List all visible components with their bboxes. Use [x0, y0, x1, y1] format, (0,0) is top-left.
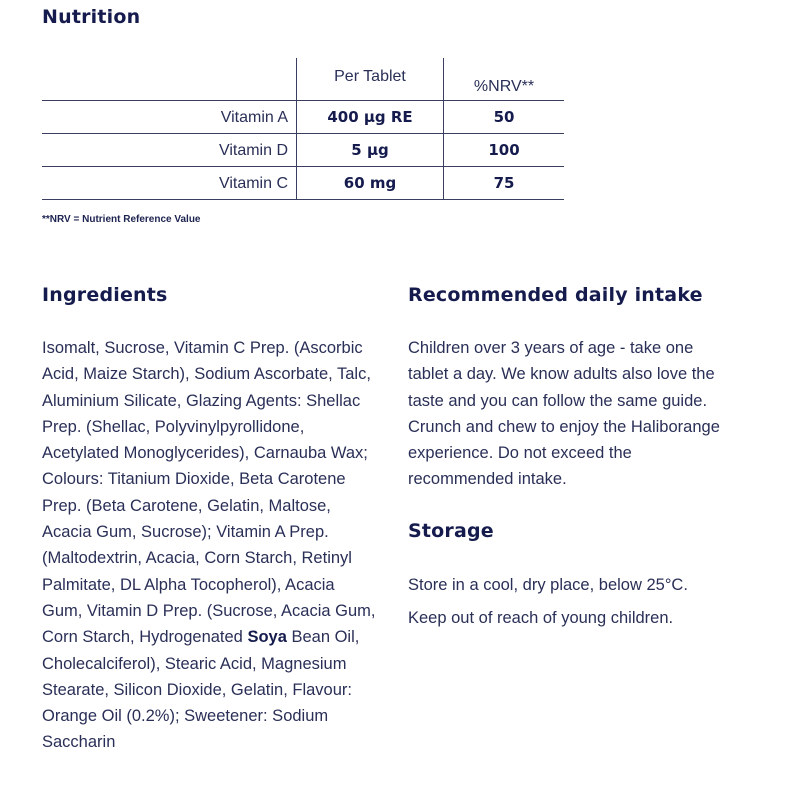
ingredients-line: Stearate, Silicon Dioxide, Gelatin, Flavour:	[42, 680, 352, 699]
ingredients-line: Prep. (Beta Carotene, Gelatin, Maltose,	[42, 496, 331, 515]
ingredients-line: Gum, Vitamin D Prep. (Sucrose, Acacia Gum,	[42, 601, 376, 620]
recommended-line: experience. Do not exceed the	[408, 444, 632, 463]
ingredients-line: (Maltodextrin, Acacia, Corn Starch, Retinyl	[42, 549, 352, 568]
nutrient-amount: 5 µg	[351, 141, 389, 159]
table-row	[42, 134, 564, 167]
nutrient-amount: 60 mg	[343, 174, 397, 192]
allergen-soya: Soya	[247, 628, 287, 647]
ingredients-line: Acetylated Monoglycerides), Carnauba Wax;	[42, 444, 368, 463]
nutrient-name: Vitamin D	[218, 142, 288, 159]
ingredients-line: Palmitate, DL Alpha Tocopherol), Acacia	[42, 575, 335, 594]
recommended-line: taste and you can follow the same guide.	[408, 391, 708, 410]
ingredients-line: Acid, Maize Starch), Sodium Ascorbate, Talc,	[42, 365, 371, 384]
nutrient-name: Vitamin C	[218, 175, 288, 192]
recommended-line: Children over 3 years of age - take one	[408, 339, 694, 357]
ingredients-line: Prep. (Shellac, Polyvinylpyrollidone,	[42, 417, 305, 436]
nutrient-nrv: 75	[493, 174, 515, 192]
ingredients-line: Cholecalciferol), Stearic Acid, Magnesium	[42, 654, 347, 673]
column-header-per-tablet: Per Tablet	[334, 68, 406, 85]
ingredients-line: Isomalt, Sucrose, Vitamin C Prep. (Ascorbic	[42, 339, 363, 357]
ingredients-line: Acacia Gum, Sucrose); Vitamin A Prep.	[42, 523, 329, 542]
recommended-intake-text	[408, 335, 768, 493]
ingredients-line-soya	[42, 624, 392, 650]
ingredients-line: Saccharin	[42, 733, 116, 752]
ingredients-line: Colours: Titanium Dioxide, Beta Carotene	[42, 470, 346, 489]
nutrient-amount: 400 µg RE	[327, 108, 413, 126]
ingredients-text-fragment: Corn Starch, Hydrogenated	[42, 628, 248, 647]
recommended-line: Crunch and chew to enjoy the Haliborange	[408, 417, 720, 436]
column-header-nrv: %NRV**	[473, 78, 535, 95]
ingredients-heading: Ingredients	[42, 284, 168, 306]
ingredients-line: Orange Oil (0.2%); Sweetener: Sodium	[42, 707, 329, 726]
recommended-intake-heading: Recommended daily intake	[408, 284, 703, 306]
recommended-line: tablet a day. We know adults also love the	[408, 365, 715, 384]
nutrient-nrv: 100	[488, 141, 520, 159]
recommended-line: recommended intake.	[408, 470, 567, 489]
table-row	[42, 101, 564, 134]
ingredients-line: Aluminium Silicate, Glazing Agents: Shellac	[42, 391, 361, 410]
table-row	[42, 167, 564, 200]
storage-children-text: Keep out of reach of young children.	[408, 609, 674, 627]
ingredients-text-fragment: Bean Oil,	[286, 628, 360, 647]
storage-temperature-text: Store in a cool, dry place, below 25°C.	[408, 576, 688, 594]
nutrient-nrv: 50	[493, 108, 515, 126]
nutrient-name: Vitamin A	[220, 109, 288, 126]
ingredients-text	[42, 335, 392, 756]
nutrition-heading: Nutrition	[42, 6, 141, 28]
nutrition-table	[42, 58, 564, 200]
storage-heading: Storage	[408, 520, 494, 542]
nrv-footnote: **NRV = Nutrient Reference Value	[42, 214, 201, 225]
table-rule	[42, 199, 564, 200]
